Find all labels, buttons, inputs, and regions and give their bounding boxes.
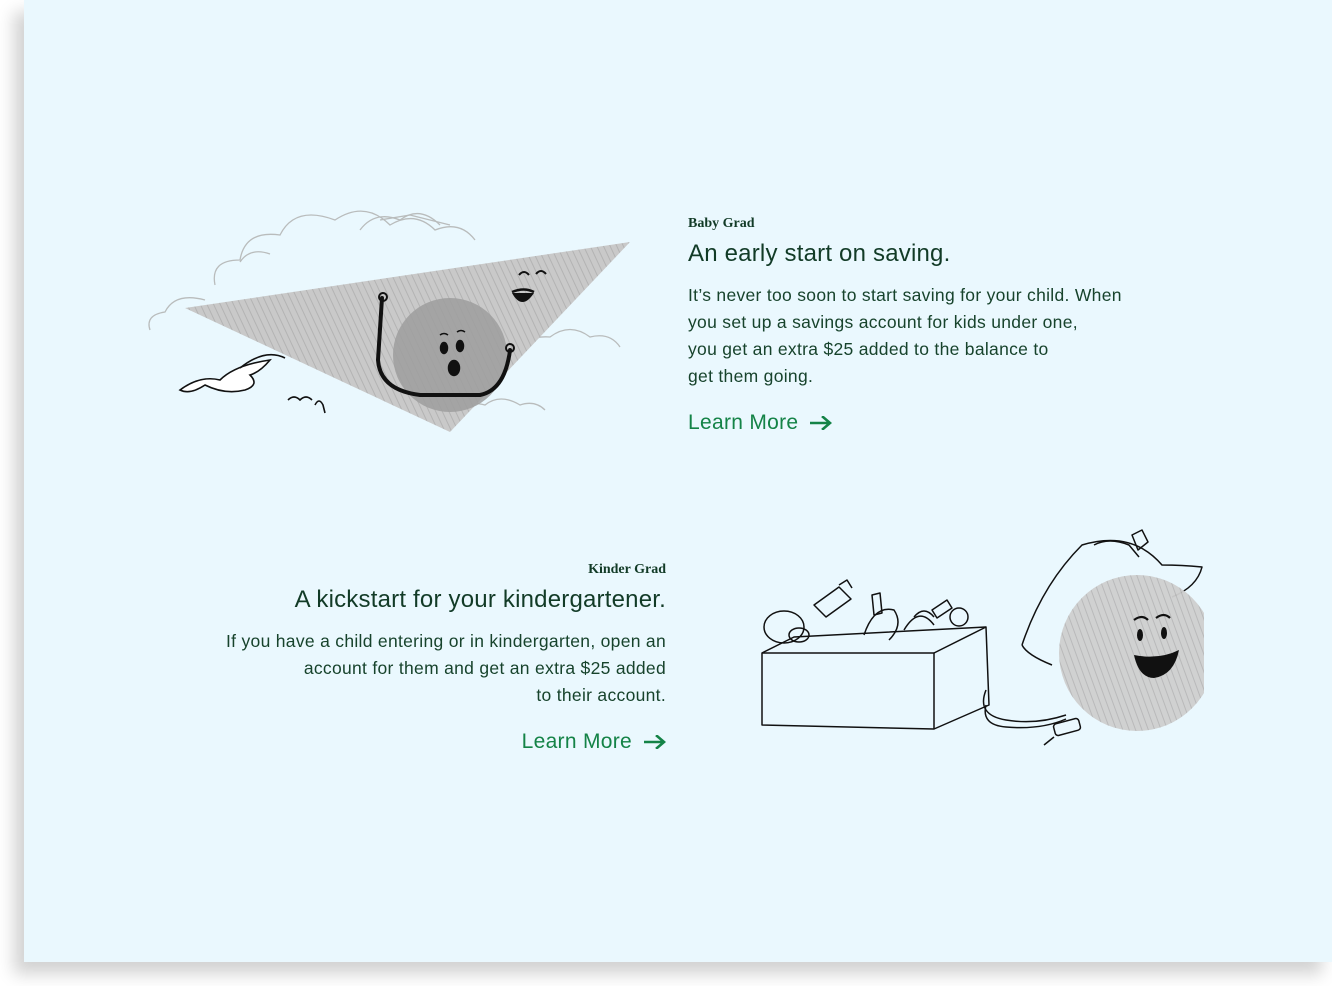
kinder-grad-description-line-3: to their account.: [536, 685, 666, 705]
kinder-grad-headline: A kickstart for your kindergartener.: [294, 586, 666, 613]
kinder-grad-learn-more-label: Learn More: [521, 730, 632, 753]
baby-grad-description-line-1: It’s never too soon to start saving for your child. When: [688, 285, 1122, 305]
kinder-grad-learn-more-link[interactable]: [522, 730, 666, 754]
kinder-grad-description-line-1: If you have a child entering or in kindergarten, open an: [226, 631, 666, 651]
baby-grad-eyebrow: Baby Grad: [688, 216, 755, 231]
baby-grad-description-line-4: get them going.: [688, 366, 814, 386]
arrow-right-icon: [810, 416, 832, 430]
kinder-grad-description: [146, 628, 666, 709]
kinder-grad-section: [146, 562, 666, 754]
baby-grad-headline: An early start on saving.: [688, 240, 951, 267]
toybox-firefighter-illustration: [754, 525, 1204, 760]
baby-grad-learn-more-link[interactable]: [688, 411, 832, 435]
baby-grad-learn-more-label: Learn More: [688, 411, 799, 434]
paper-airplane-illustration: [120, 190, 630, 440]
baby-grad-description-line-3: you get an extra $25 added to the balance to: [688, 339, 1049, 359]
kinder-grad-eyebrow: Kinder Grad: [588, 562, 666, 577]
baby-grad-description-line-2: you set up a savings account for kids under one,: [688, 312, 1078, 332]
arrow-right-icon: [644, 735, 666, 749]
baby-grad-description: [688, 282, 1208, 390]
kinder-grad-description-line-2: account for them and get an extra $25 added: [303, 658, 666, 678]
baby-grad-section: [688, 216, 1208, 435]
page-frame: [24, 0, 1332, 962]
